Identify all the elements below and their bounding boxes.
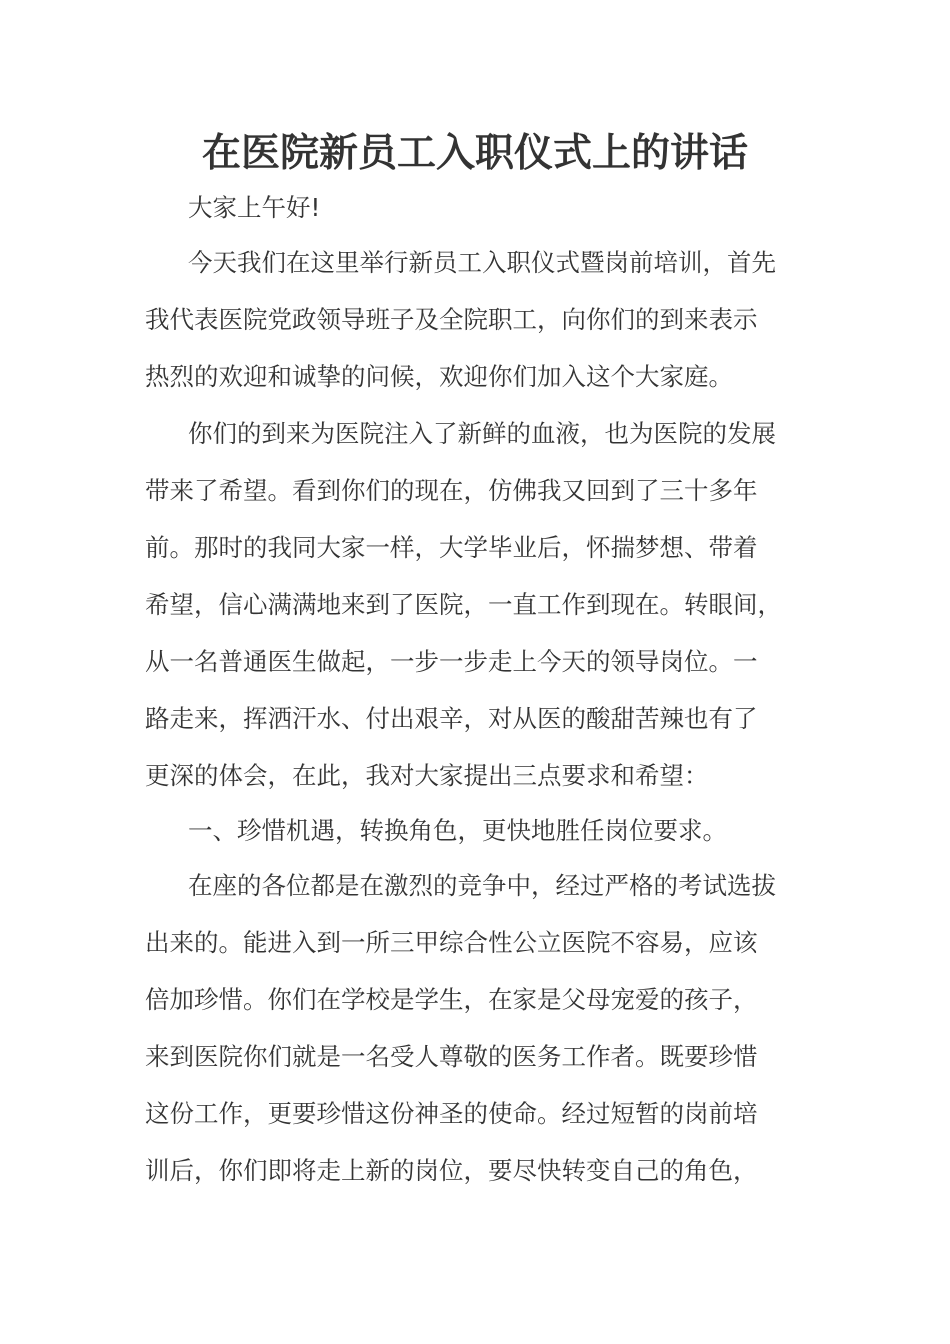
body-line: 出来的。能进入到一所三甲综合性公立医院不容易，应该 <box>145 928 758 957</box>
section-heading: 一、珍惜机遇，转换角色，更快地胜任岗位要求。 <box>188 816 727 845</box>
body-line: 训后，你们即将走上新的岗位，要尽快转变自己的角色， <box>145 1156 758 1185</box>
body-line: 更深的体会，在此，我对大家提出三点要求和希望： <box>145 761 709 790</box>
body-line: 倍加珍惜。你们在学校是学生，在家是父母宠爱的孩子， <box>145 985 758 1014</box>
body-line: 来到医院你们就是一名受人尊敬的医务工作者。既要珍惜 <box>145 1042 758 1071</box>
body-line: 从一名普通医生做起，一步一步走上今天的领导岗位。一 <box>145 647 758 676</box>
body-line: 我代表医院党政领导班子及全院职工，向你们的到来表示 <box>145 305 758 334</box>
body-line: 前。那时的我同大家一样，大学毕业后，怀揣梦想、带着 <box>145 533 758 562</box>
greeting-line: 大家上午好! <box>188 193 321 222</box>
body-line: 你们的到来为医院注入了新鲜的血液，也为医院的发展 <box>188 419 776 448</box>
body-line: 在座的各位都是在激烈的竞争中，经过严格的考试选拔 <box>188 871 776 900</box>
body-line: 希望，信心满满地来到了医院，一直工作到现在。转眼间， <box>145 590 782 619</box>
document-title: 在医院新员工入职仪式上的讲话 <box>201 131 748 176</box>
body-line: 路走来，挥洒汗水、付出艰辛，对从医的酸甜苦辣也有了 <box>145 704 758 733</box>
body-line: 这份工作，更要珍惜这份神圣的使命。经过短暂的岗前培 <box>145 1099 758 1128</box>
body-line: 带来了希望。看到你们的现在，仿佛我又回到了三十多年 <box>145 476 758 505</box>
body-line: 今天我们在这里举行新员工入职仪式暨岗前培训，首先 <box>188 248 776 277</box>
body-line: 热烈的欢迎和诚挚的问候，欢迎你们加入这个大家庭。 <box>145 362 733 391</box>
